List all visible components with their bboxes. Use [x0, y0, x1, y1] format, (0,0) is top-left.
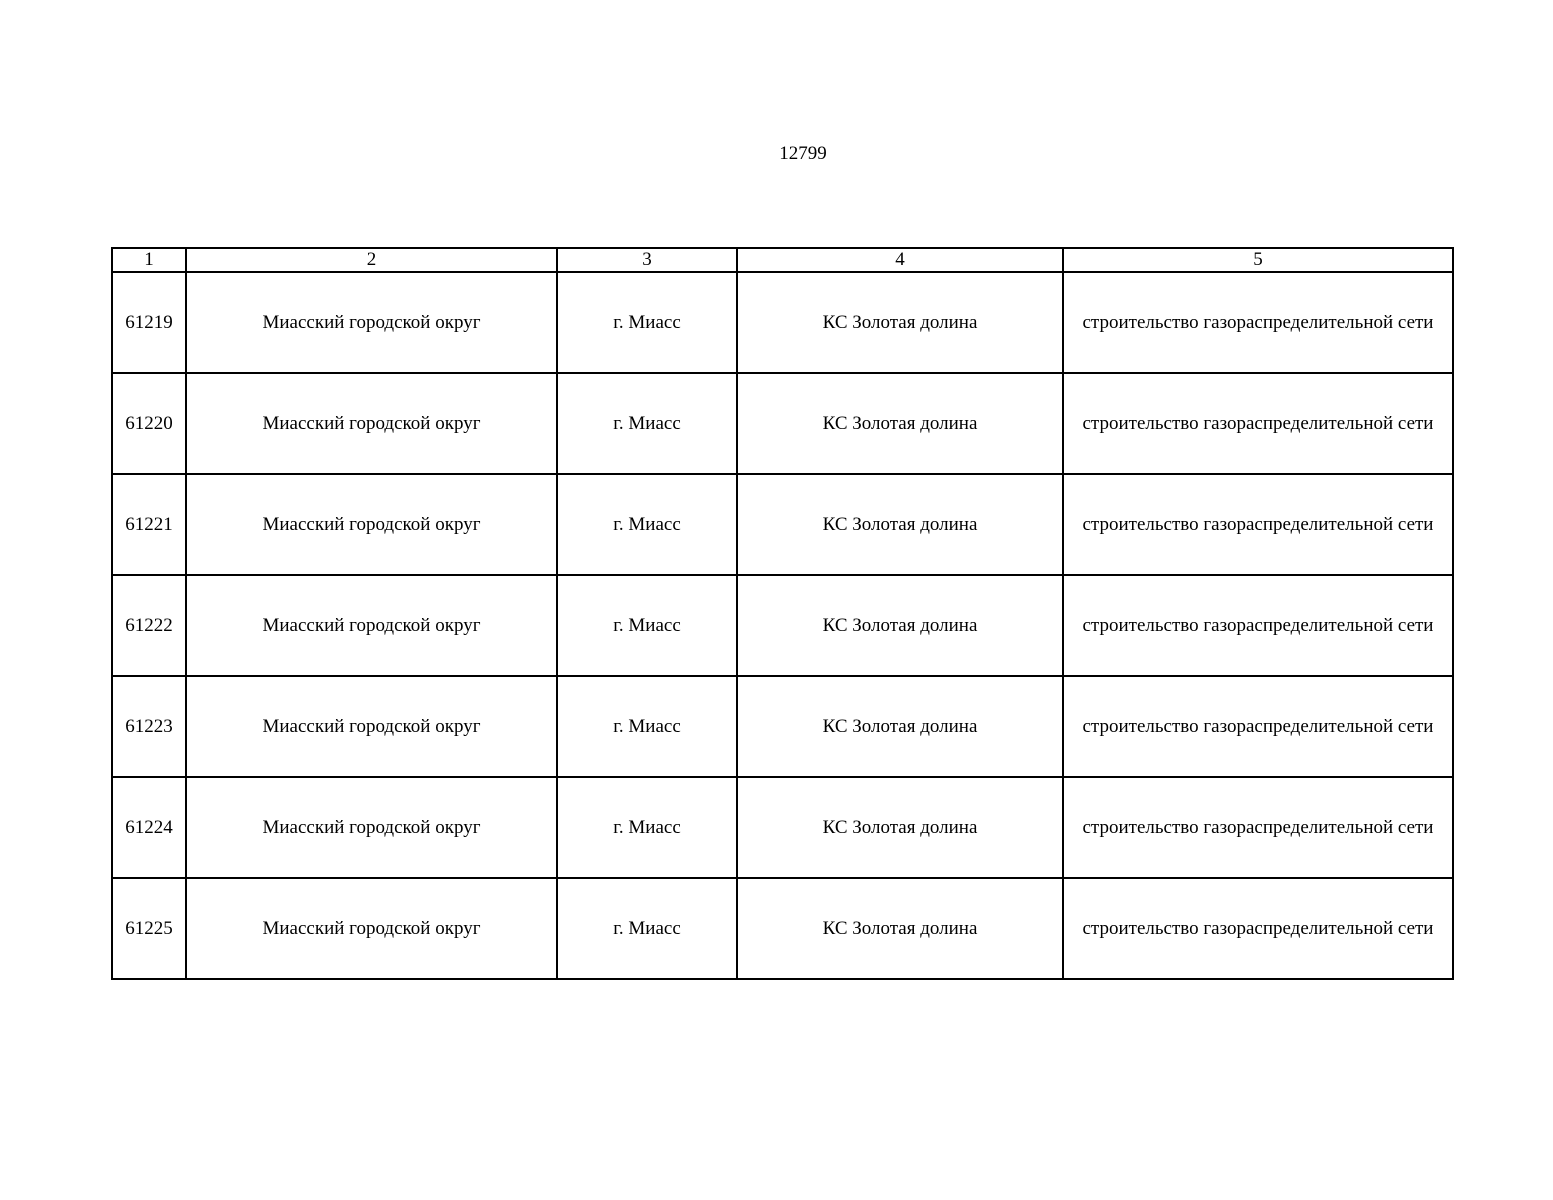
- data-table: [111, 247, 1454, 980]
- header-row: [112, 248, 1453, 272]
- cell-number: 61224: [112, 777, 186, 878]
- cell-object: КС Золотая долина: [737, 777, 1063, 878]
- cell-purpose: строительство газораспределительной сети: [1063, 575, 1453, 676]
- cell-object: КС Золотая долина: [737, 474, 1063, 575]
- table-row: [112, 878, 1453, 979]
- cell-city: г. Миасс: [557, 272, 737, 373]
- cell-number: 61223: [112, 676, 186, 777]
- table-row: [112, 373, 1453, 474]
- cell-district: Миасский городской округ: [186, 474, 557, 575]
- cell-purpose: строительство газораспределительной сети: [1063, 272, 1453, 373]
- table-header: [112, 248, 1453, 272]
- cell-city: г. Миасс: [557, 474, 737, 575]
- table-row: [112, 272, 1453, 373]
- column-header-3: 3: [557, 248, 737, 272]
- cell-object: КС Золотая долина: [737, 272, 1063, 373]
- table-row: [112, 575, 1453, 676]
- cell-object: КС Золотая долина: [737, 373, 1063, 474]
- cell-purpose: строительство газораспределительной сети: [1063, 676, 1453, 777]
- cell-purpose: строительство газораспределительной сети: [1063, 878, 1453, 979]
- table-row: [112, 474, 1453, 575]
- cell-object: КС Золотая долина: [737, 676, 1063, 777]
- cell-city: г. Миасс: [557, 777, 737, 878]
- cell-district: Миасский городской округ: [186, 272, 557, 373]
- cell-district: Миасский городской округ: [186, 878, 557, 979]
- cell-number: 61219: [112, 272, 186, 373]
- table-body: [112, 272, 1453, 979]
- column-header-5: 5: [1063, 248, 1453, 272]
- page-number: 12799: [779, 143, 827, 164]
- cell-district: Миасский городской округ: [186, 373, 557, 474]
- cell-purpose: строительство газораспределительной сети: [1063, 474, 1453, 575]
- cell-object: КС Золотая долина: [737, 575, 1063, 676]
- cell-district: Миасский городской округ: [186, 575, 557, 676]
- cell-number: 61220: [112, 373, 186, 474]
- cell-city: г. Миасс: [557, 878, 737, 979]
- cell-number: 61225: [112, 878, 186, 979]
- cell-object: КС Золотая долина: [737, 878, 1063, 979]
- cell-number: 61221: [112, 474, 186, 575]
- cell-purpose: строительство газораспределительной сети: [1063, 373, 1453, 474]
- cell-district: Миасский городской округ: [186, 777, 557, 878]
- cell-number: 61222: [112, 575, 186, 676]
- column-header-1: 1: [112, 248, 186, 272]
- column-header-2: 2: [186, 248, 557, 272]
- table-row: [112, 777, 1453, 878]
- cell-city: г. Миасс: [557, 575, 737, 676]
- table-row: [112, 676, 1453, 777]
- column-header-4: 4: [737, 248, 1063, 272]
- cell-district: Миасский городской округ: [186, 676, 557, 777]
- cell-city: г. Миасс: [557, 676, 737, 777]
- cell-city: г. Миасс: [557, 373, 737, 474]
- cell-purpose: строительство газораспределительной сети: [1063, 777, 1453, 878]
